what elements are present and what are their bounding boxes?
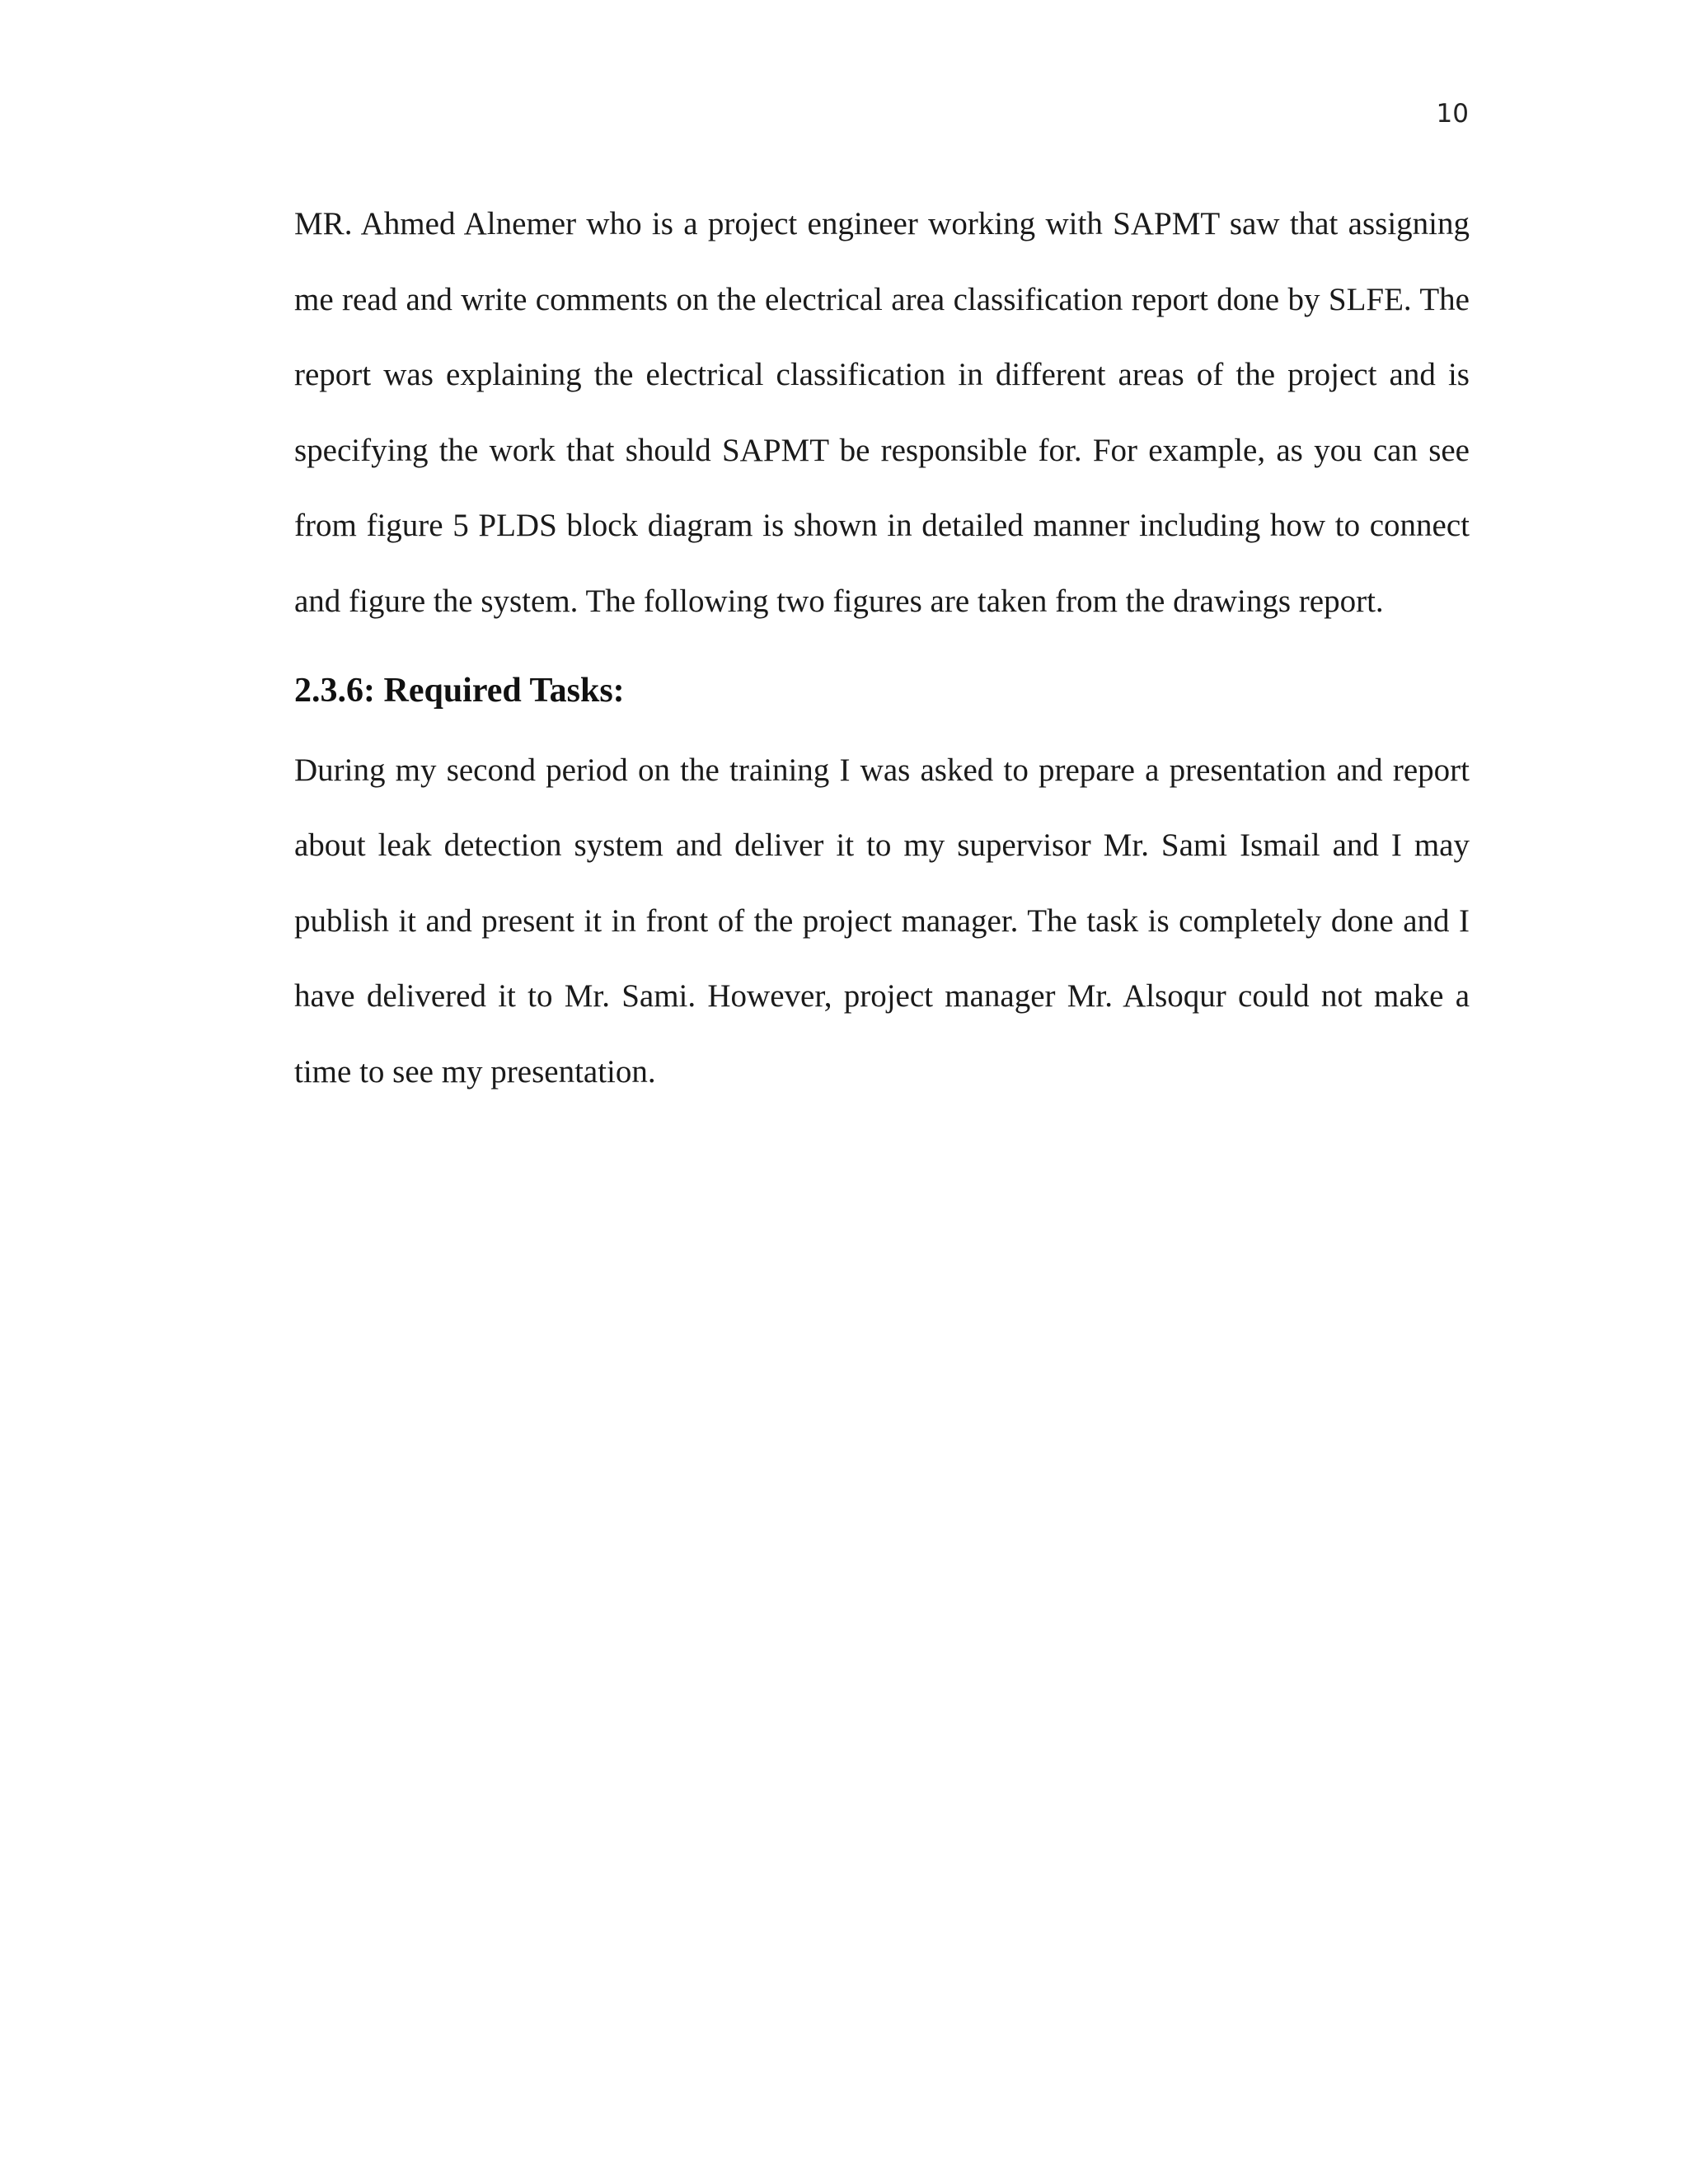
paragraph-required-tasks: During my second period on the training I was asked to prepare a presentation and report about leak detection system and deliver it to my supervisor Mr. Sami Ismail and I may publish it and present it in front of the project manager. The task is completely done and I have delivered it to Mr. Sami. However, project manager Mr. Alsoqur could not make a time to see my presentation. <box>294 752 1470 1090</box>
section-heading-required-tasks: 2.3.6: Required Tasks: <box>294 672 625 710</box>
page-content <box>294 186 1470 1109</box>
page-number: 10 <box>1436 99 1469 129</box>
paragraph-electrical-classification: MR. Ahmed Alnemer who is a project engineer working with SAPMT saw that assigning me read and write comments on the electrical area classification report done by SLFE. The report was explaining the electrical classification in different areas of the project and is specifying the work that should SAPMT be responsible for. For example, as you can see from figure 5 PLDS block diagram is shown in detailed manner including how to connect and figure the system. The following two figures are taken from the drawings report. <box>294 206 1470 619</box>
